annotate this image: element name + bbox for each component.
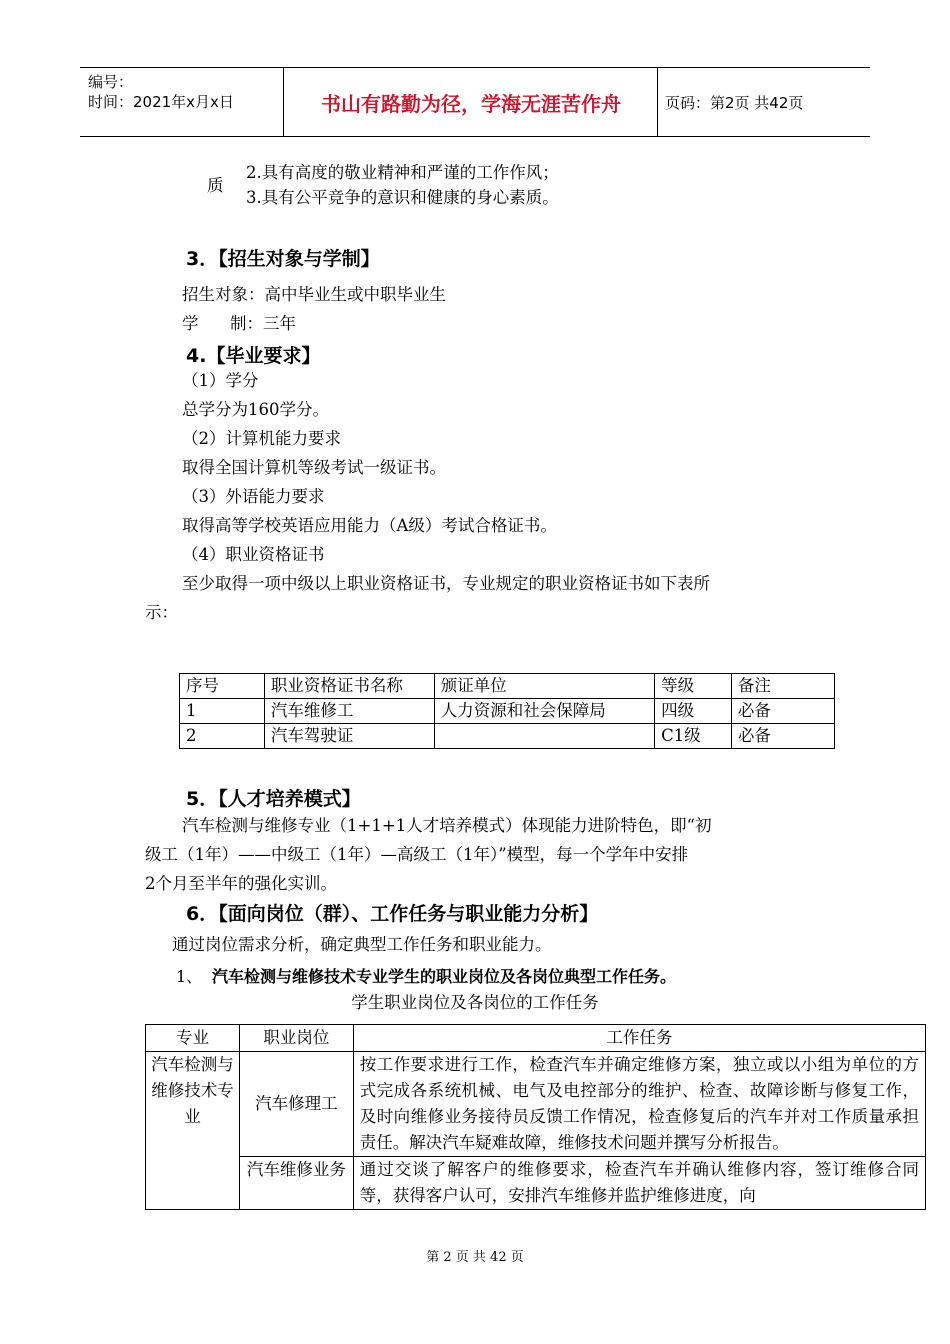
requirement-line: 示： (145, 603, 178, 622)
table-header-cell: 备注 (731, 674, 834, 699)
requirement-line: （4）职业资格证书 (182, 545, 325, 564)
section3-title: 3．【招生对象与学制】 (186, 248, 380, 270)
table-cell: 必备 (731, 724, 834, 749)
section4-title: 4.【毕业要求】 (186, 345, 321, 367)
paragraph-line: 2个月至半年的强化实训。 (145, 874, 337, 893)
table-header-cell: 专业 (146, 1025, 240, 1052)
page-footer: 第 2 页 共 42 页 (426, 1250, 524, 1265)
task-table (145, 1024, 926, 1210)
header-page-info: 页码：第2页 共42页 (665, 94, 804, 112)
requirement-line: 总学分为160学分。 (182, 400, 329, 419)
table-header-cell: 等级 (655, 674, 732, 699)
table-cell: 1 (180, 699, 265, 724)
table-cell: 汽车维修工 (264, 699, 434, 724)
paragraph-line: 级工（1年）——中级工（1年）—高级工（1年）”模型，每一个学年中安排 (145, 845, 689, 864)
table-cell: 四级 (655, 699, 732, 724)
tasks-cell: 按工作要求进行工作，检查汽车并确定维修方案，独立或以小组为单位的方式完成各系统机械、电气及电控部分的维护、检查、故障诊断与修复工作，及时向维修业务接待员反馈工作情况，检查修复后的汽车并对工作质量承担责任。解决汽车疑难故障，维修技术问题并撰写分析报告。 (353, 1052, 925, 1157)
tasks-cell: 通过交谈了解客户的维修要求，检查汽车并确认维修内容，签订维修合同等，获得客户认可，安排汽车维修并监护维修进度，向 (353, 1157, 925, 1210)
code-label: 编号： (88, 73, 134, 91)
post-cell: 汽车修理工 (239, 1052, 353, 1157)
subsection-title: 汽车检测与维修技术专业学生的职业岗位及各岗位典型工作任务。 (212, 967, 677, 986)
quality-item: 2.具有高度的敬业精神和严谨的工作作风； (246, 163, 559, 182)
requirement-line: （1）学分 (182, 371, 259, 390)
table-cell: C1级 (655, 724, 732, 749)
table-cell: 必备 (731, 699, 834, 724)
table-header-row (146, 1025, 926, 1052)
enrollment-target: 招生对象：高中毕业生或中职毕业生 (182, 285, 446, 304)
table-header-cell: 颁证单位 (434, 674, 654, 699)
table-caption: 学生职业岗位及各岗位的工作任务 (351, 993, 599, 1012)
requirement-line: （2）计算机能力要求 (182, 429, 341, 448)
table-header-cell: 序号 (180, 674, 265, 699)
table-cell: 汽车驾驶证 (264, 724, 434, 749)
paragraph-line: 汽车检测与维修专业（1+1+1人才培养模式）体现能力进阶特色，即“初 (182, 816, 712, 835)
table-header-cell: 工作任务 (353, 1025, 925, 1052)
major-cell: 汽车检测与维修技术专业 (146, 1052, 240, 1210)
date-label: 时间：2021年x月x日 (88, 93, 234, 111)
section6-title: 6．【面向岗位（群）、工作任务与职业能力分析】 (186, 903, 599, 925)
table-cell: 2 (180, 724, 265, 749)
quality-side-char: 质 (207, 176, 224, 195)
header-motto: 书山有路勤为径，学海无涯苦作舟 (321, 91, 621, 116)
requirement-line: （3）外语能力要求 (182, 487, 325, 506)
table-row (146, 1157, 926, 1210)
table-header-cell: 职业资格证书名称 (264, 674, 434, 699)
section6-intro: 通过岗位需求分析，确定典型工作任务和职业能力。 (172, 935, 552, 954)
table-cell: 人力资源和社会保障局 (434, 699, 654, 724)
table-row (146, 1052, 926, 1157)
study-system: 学 制：三年 (182, 314, 296, 333)
post-cell: 汽车维修业务 (239, 1157, 353, 1210)
quality-item: 3.具有公平竞争的意识和健康的身心素质。 (246, 188, 559, 207)
requirement-line: 至少取得一项中级以上职业资格证书，专业规定的职业资格证书如下表所 (182, 574, 710, 593)
section5-title: 5．【人才培养模式】 (186, 788, 361, 810)
subsection-number: 1、 (176, 967, 203, 986)
requirement-line: 取得全国计算机等级考试一级证书。 (182, 458, 446, 477)
requirement-line: 取得高等学校英语应用能力（A级）考试合格证书。 (182, 516, 557, 535)
table-header-cell: 职业岗位 (239, 1025, 353, 1052)
